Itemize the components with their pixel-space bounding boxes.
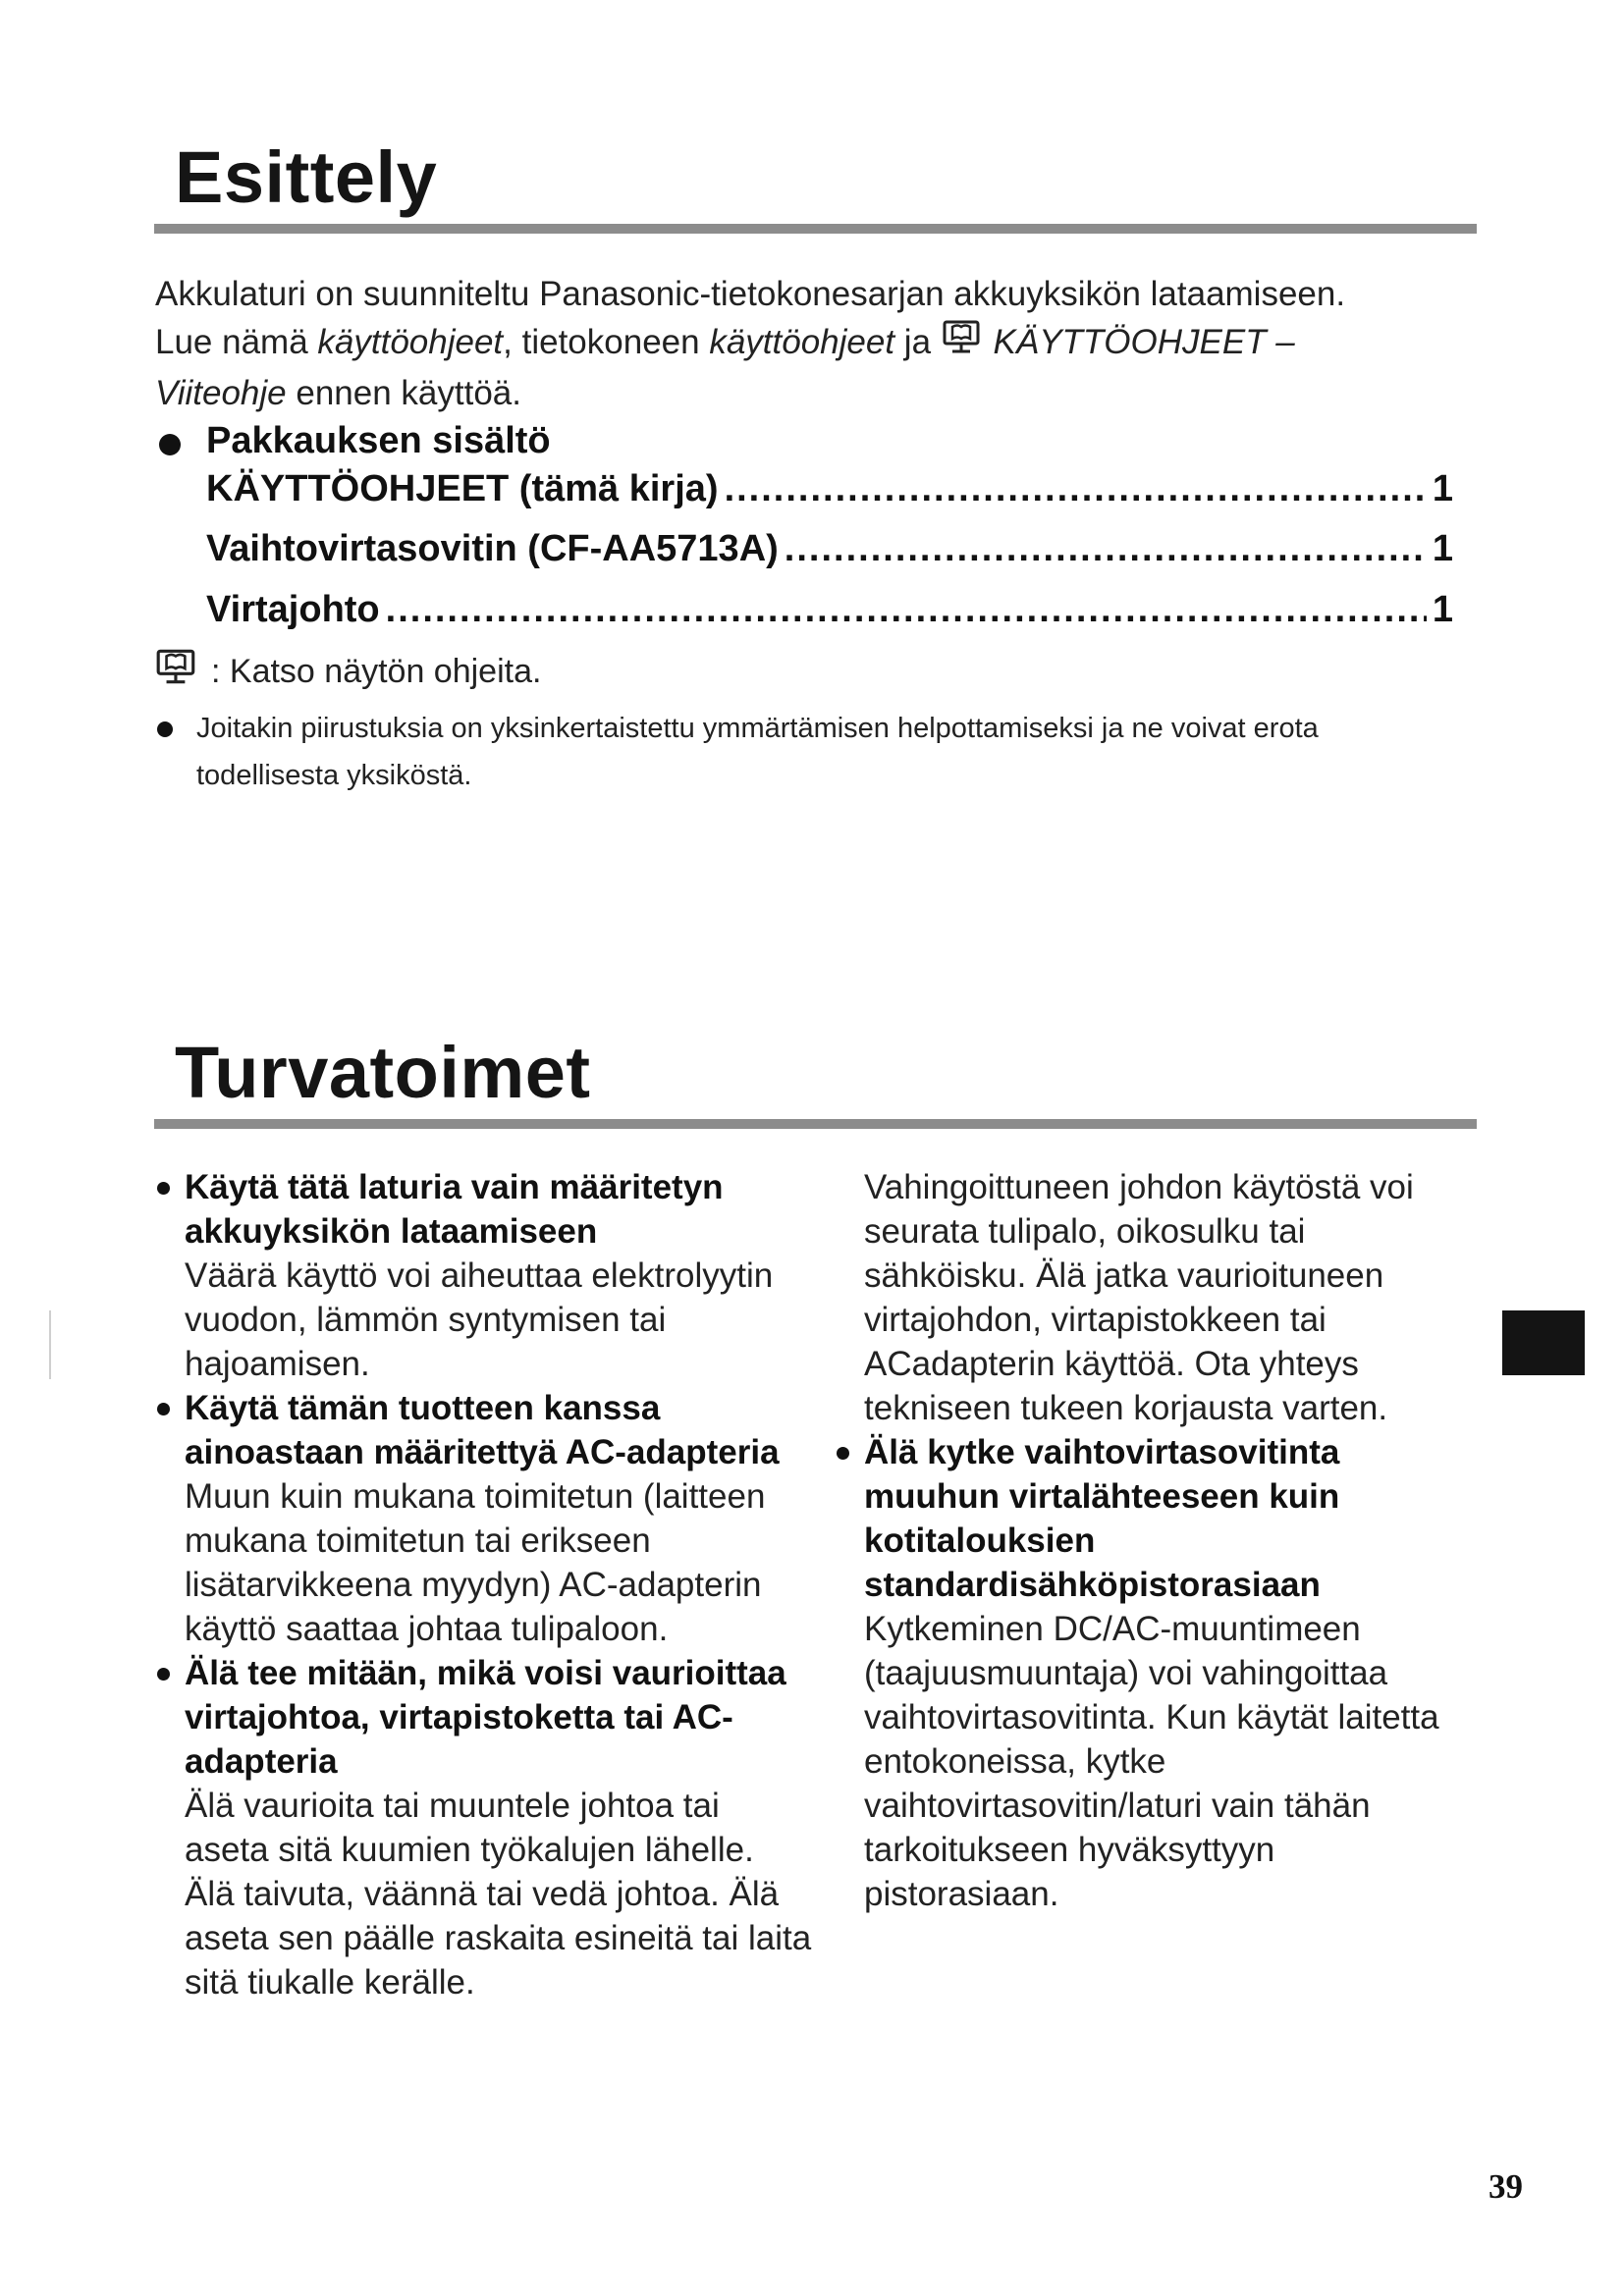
bullet-icon [157, 1403, 170, 1415]
section-rule [154, 1119, 1477, 1129]
intro-ref-manual: käyttöohjeet [317, 323, 504, 361]
safety-text: Muun kuin mukana toimitetun (laitteen mukana toimitetun tai erikseen lisätarvikkeena myydyn) AC-adapterin käyttö saattaa johtaa tulipaloon. [185, 1477, 766, 1648]
safety-heading: Käytä tämän tuotteen kanssa ainoastaan määritettyä AC-adapteria [185, 1389, 780, 1471]
bullet-icon [157, 1668, 170, 1681]
safety-heading: Älä kytke vaihtovirtasovitinta muuhun virtalähteeseen kuin kotitalouksien standardisähköpistorasiaan [864, 1433, 1340, 1604]
safety-text: Älä vaurioita tai muuntele johtoa tai aseta sitä kuumien työkalujen lähelle. Älä taivuta, väännä tai vedä johtoa. Älä aseta sen päälle raskaita esineitä tai laita sitä tiukalle kerälle. [185, 1787, 812, 2002]
safety-heading: Käytä tätä laturia vain määritetyn akkuyksikön lataamiseen [185, 1168, 724, 1251]
package-item-qty: 1 [1432, 589, 1453, 630]
package-item-qty: 1 [1432, 468, 1453, 509]
intro-line-1: Akkulaturi on suunniteltu Panasonic-tietokonesarjan akkuyksikön lataamiseen. [155, 275, 1346, 313]
bullet-icon [157, 721, 173, 737]
dot-leader [785, 528, 1427, 570]
intro-text: , tietokoneen [503, 323, 710, 361]
screen-note [154, 648, 541, 696]
right-column [835, 1165, 1463, 1916]
package-item-name: KÄYTTÖOHJEET (tämä kirja) [206, 468, 719, 509]
safety-text: Väärä käyttö voi aiheuttaa elektrolyytin vuodon, lämmön syntymisen tai hajoamisen. [185, 1256, 774, 1383]
safety-item [155, 1386, 813, 1651]
bullet-icon [159, 434, 181, 455]
package-item-name: Vaihtovirtasovitin (CF-AA5713A) [206, 528, 779, 569]
package-item-qty: 1 [1432, 528, 1453, 569]
package-item-name: Virtajohto [206, 589, 380, 630]
intro-paragraph [155, 270, 1481, 417]
safety-item [155, 1165, 813, 1386]
safety-item [835, 1430, 1463, 1916]
chapter-tab-marker [1502, 1310, 1585, 1375]
package-item [206, 589, 1453, 631]
package-heading: Pakkauksen sisältö [206, 420, 551, 461]
computer-manual-icon [941, 319, 984, 369]
package-item [206, 468, 1453, 510]
intro-line-2 [155, 318, 1481, 369]
section-title-turvatoimet: Turvatoimet [175, 1032, 591, 1113]
safety-heading: Älä tee mitään, mikä voisi vaurioittaa virtajohtoa, virtapistoketta tai AC-adapteria [185, 1654, 786, 1781]
intro-text: Lue nämä [155, 323, 318, 361]
dot-leader [725, 468, 1427, 510]
left-column [155, 1165, 813, 2004]
intro-text: ennen käyttöä. [286, 374, 521, 413]
intro-ref-guide: Viiteohje [155, 374, 287, 413]
margin-line [49, 1310, 51, 1379]
intro-ref-reference-manual: KÄYTTÖOHJEET – [993, 323, 1295, 361]
safety-item [155, 1651, 813, 2004]
section-rule [154, 224, 1477, 234]
section-title-esittely: Esittely [175, 136, 438, 218]
dot-leader [386, 589, 1427, 631]
page-number: 39 [1489, 2167, 1523, 2206]
screen-note-text: : Katso näytön ohjeita. [211, 653, 542, 690]
intro-text: ja [894, 323, 941, 361]
computer-manual-icon [154, 648, 199, 696]
drawing-note: Joitakin piirustuksia on yksinkertaistettu ymmärtämisen helpottamiseksi ja ne voivat erota todellisesta yksiköstä. [196, 713, 1319, 791]
bullet-icon [157, 1182, 170, 1195]
intro-ref-computer-manual: käyttöohjeet [709, 323, 895, 361]
package-item [206, 528, 1453, 570]
safety-text: Kytkeminen DC/AC-muuntimeen (taajuusmuuntaja) voi vahingoittaa vaihtovirtasovitinta. Kun käytät laitetta entokoneissa, kytke vaihtovirtasovitin/laturi vain tähän tarkoitukseen hyväksyttyyn pistorasiaan. [864, 1610, 1439, 1913]
bullet-icon [837, 1447, 849, 1460]
safety-continued-text: Vahingoittuneen johdon käytöstä voi seurata tulipalo, oikosulku tai sähköisku. Älä jatka vaurioituneen virtajohdon, virtapistokkeen tai ACadapterin käyttöä. Ota yhteys tekniseen tukeen korjausta varten. [864, 1168, 1414, 1427]
intro-line-3 [155, 369, 1481, 417]
